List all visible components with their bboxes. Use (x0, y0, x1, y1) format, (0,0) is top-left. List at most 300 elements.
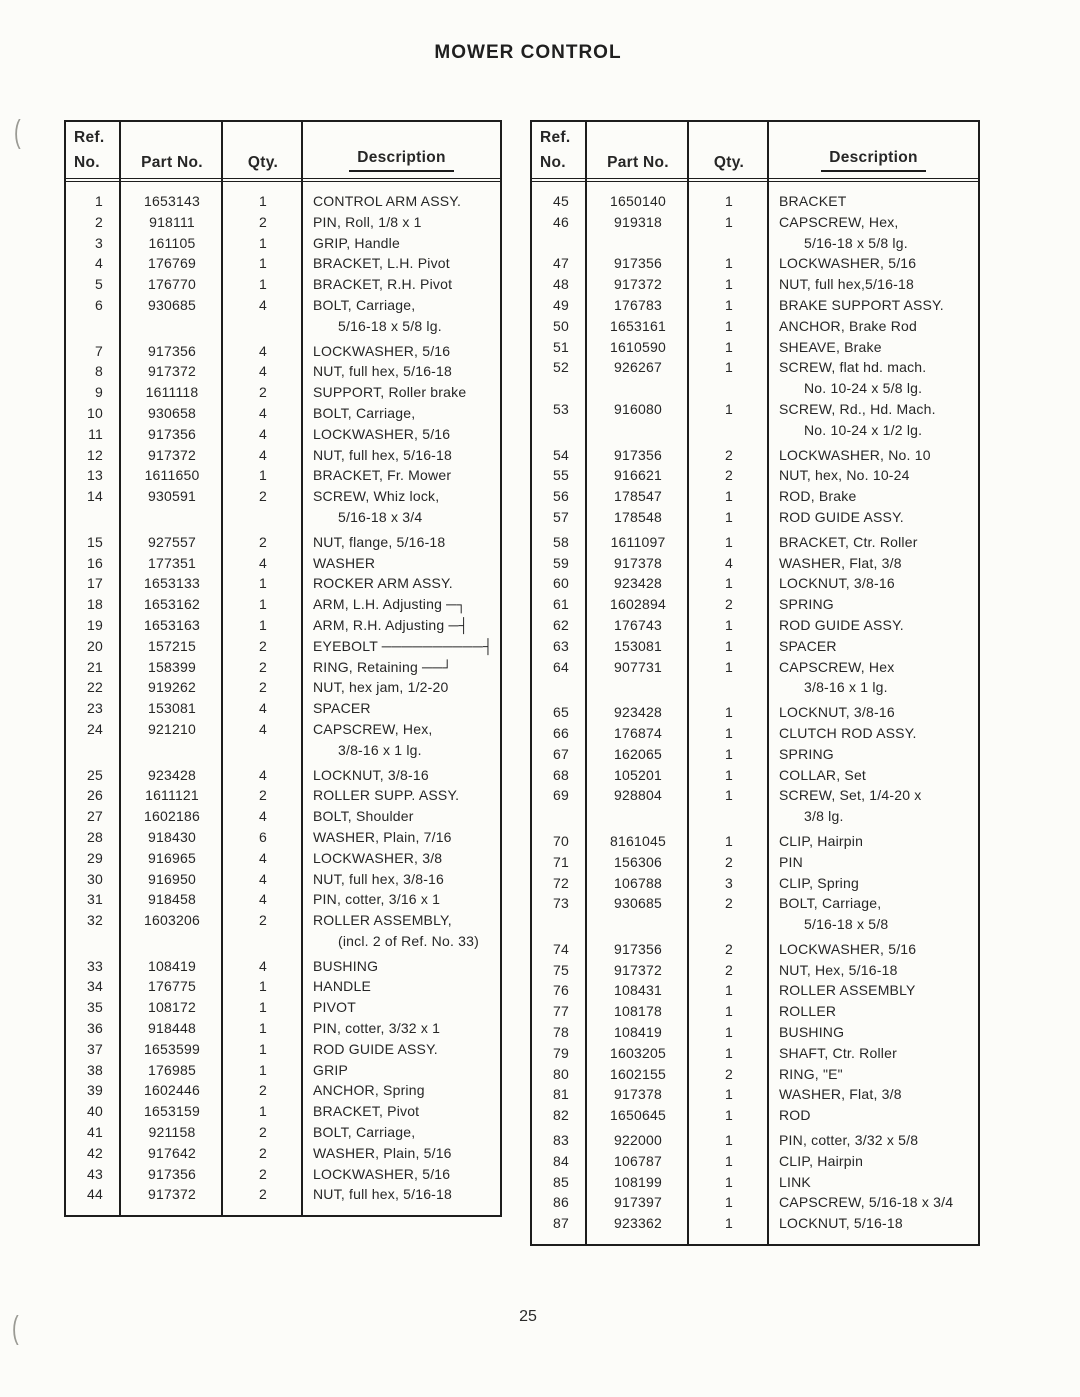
ref-no-cell: 58 (553, 533, 569, 550)
table-row (66, 698, 500, 719)
qty-cell: 1 (725, 488, 733, 505)
ref-no-cell: 29 (87, 849, 103, 866)
description-cell: LINK (779, 1173, 811, 1190)
description-cell: PIN, Roll, 1/8 x 1 (313, 213, 422, 230)
table-row-continuation (66, 316, 500, 337)
qty-cell: 1 (259, 234, 267, 251)
qty-cell: 4 (259, 700, 267, 717)
table-row (66, 573, 500, 594)
part-no-cell: 108419 (148, 957, 196, 974)
qty-cell: 2 (259, 787, 267, 804)
ref-header-line1: Ref. (74, 129, 105, 146)
qty-cell: 1 (259, 978, 267, 995)
ref-no-cell: 40 (87, 1103, 103, 1120)
qty-cell: 4 (259, 342, 267, 359)
part-no-cell: 106788 (614, 874, 662, 891)
ref-no-cell: 69 (553, 787, 569, 804)
qty-cell: 1 (259, 467, 267, 484)
part-no-cell: 923428 (614, 704, 662, 721)
table-row (532, 893, 978, 914)
description-cell: BUSHING (779, 1024, 845, 1041)
table-row (66, 341, 500, 362)
description-cell: LOCKWASHER, 5/16 (779, 255, 917, 272)
table-row (66, 1143, 500, 1164)
qty-cell: 1 (259, 276, 267, 293)
table-row (532, 465, 978, 486)
qty-cell: 3 (725, 874, 733, 891)
description-column-header (303, 122, 500, 178)
qty-cell: 1 (725, 704, 733, 721)
qty-cell: 2 (259, 1082, 267, 1099)
ref-no-cell: 14 (87, 488, 103, 505)
table-row (66, 403, 500, 424)
ref-no-cell: 37 (87, 1040, 103, 1057)
table-row (66, 657, 500, 678)
description-cell: BOLT, Carriage, (313, 404, 416, 421)
qty-cell: 2 (259, 658, 267, 675)
ref-no-cell: 83 (553, 1132, 569, 1149)
part-no-cell: 106787 (614, 1152, 662, 1169)
qty-cell: 2 (725, 940, 733, 957)
description-cell: CAPSCREW, 5/16-18 x 3/4 (779, 1194, 954, 1211)
part-no-cell (587, 677, 689, 698)
qty-cell: 1 (725, 276, 733, 293)
part-no-cell: 156306 (614, 853, 662, 870)
part-no-cell: 153081 (614, 637, 662, 654)
table-row (532, 723, 978, 744)
ref-no-cell: 50 (553, 317, 569, 334)
ref-no-cell: 10 (87, 404, 103, 421)
table-row (66, 465, 500, 486)
column-divider (119, 122, 121, 1215)
description-cell: BOLT, Carriage, (779, 895, 882, 912)
part-no-cell: 1611650 (144, 467, 200, 484)
qty-header-label: Qty. (713, 154, 745, 171)
table-row (66, 956, 500, 977)
part-no-cell (587, 233, 689, 254)
part-no-cell: 930685 (614, 895, 662, 912)
description-header-label: Description (349, 149, 454, 172)
table-row (532, 702, 978, 723)
part-no-cell: 1602186 (144, 808, 200, 825)
description-cell: BOLT, Shoulder (313, 808, 414, 825)
ref-no-cell: 68 (553, 766, 569, 783)
table-body (532, 182, 978, 1244)
qty-cell: 1 (725, 787, 733, 804)
description-cell: GRIP, Handle (313, 234, 400, 251)
table-row (532, 1084, 978, 1105)
qty-cell: 2 (259, 533, 267, 550)
part-no-cell: 1602446 (144, 1082, 200, 1099)
description-cell: LOCKNUT, 5/16-18 (779, 1215, 903, 1232)
qty-cell: 4 (259, 425, 267, 442)
table-row (66, 636, 500, 657)
ref-no-cell: 19 (87, 616, 103, 633)
part-no-cell (121, 740, 223, 761)
description-cell: WASHER (313, 554, 376, 571)
column-divider (585, 122, 587, 1244)
ref-no-cell: 59 (553, 554, 569, 571)
table-row-continuation (66, 507, 500, 528)
part-no-cell: 923362 (614, 1215, 662, 1232)
qty-cell (689, 420, 769, 441)
qty-cell: 1 (725, 766, 733, 783)
qty-cell: 1 (259, 999, 267, 1016)
table-row (532, 316, 978, 337)
qty-cell: 1 (725, 255, 733, 272)
qty-cell: 1 (725, 1194, 733, 1211)
table-row (66, 212, 500, 233)
part-no-cell: 917372 (148, 446, 196, 463)
description-cell: CAPSCREW, Hex (779, 658, 895, 675)
description-cell: NUT, full hex, 5/16-18 (313, 1186, 453, 1203)
table-row-continuation (532, 233, 978, 254)
qty-cell: 1 (725, 1044, 733, 1061)
ref-no-cell: 17 (87, 575, 103, 592)
part-no-cell (587, 378, 689, 399)
ref-no-cell: 33 (87, 957, 103, 974)
parts-table-right (530, 120, 980, 1246)
part-no-cell: 930658 (148, 404, 196, 421)
table-row (66, 1080, 500, 1101)
part-no-cell: 108431 (614, 982, 662, 999)
part-no-cell (121, 316, 223, 337)
part-no-cell (121, 931, 223, 952)
qty-cell (689, 806, 769, 827)
part-no-cell: 917372 (148, 1186, 196, 1203)
qty-cell: 2 (725, 596, 733, 613)
ref-no-cell: 39 (87, 1082, 103, 1099)
part-no-cell: 917356 (148, 342, 196, 359)
ref-no-cell: 54 (553, 446, 569, 463)
part-no-cell (587, 420, 689, 441)
table-row (532, 507, 978, 528)
ref-no-cell: 55 (553, 467, 569, 484)
table-row (532, 1043, 978, 1064)
part-no-cell: 176770 (148, 276, 196, 293)
description-cell: ANCHOR, Spring (313, 1082, 425, 1099)
description-cell: SPRING (779, 745, 834, 762)
table-row (532, 486, 978, 507)
table-row (66, 274, 500, 295)
description-cell: NUT, full hex, 5/16-18 (313, 363, 453, 380)
ref-no-cell: 72 (553, 874, 569, 891)
description-cell: ROCKER ARM ASSY. (313, 575, 453, 592)
table-row (532, 274, 978, 295)
ref-no-cell: 74 (553, 940, 569, 957)
table-row (66, 233, 500, 254)
description-cell: BRACKET (779, 193, 847, 209)
description-cell: CLIP, Hairpin (779, 832, 864, 849)
part-no-cell: 917356 (614, 446, 662, 463)
scan-artifact: ( (14, 115, 21, 151)
qty-cell: 1 (725, 338, 733, 355)
description-cell: NUT, Hex, 5/16-18 (779, 961, 898, 978)
part-no-cell: 1653143 (144, 193, 200, 209)
qty-column-header (223, 122, 303, 178)
table-row (66, 719, 500, 740)
ref-no-cell: 79 (553, 1044, 569, 1061)
description-cell: ROD GUIDE ASSY. (779, 616, 904, 633)
table-row (66, 445, 500, 466)
table-row (66, 1122, 500, 1143)
description-cell: PIN (779, 853, 803, 870)
part-no-cell: 917356 (148, 425, 196, 442)
qty-cell: 1 (725, 213, 733, 230)
description-header-label: Description (821, 149, 926, 172)
ref-no-cell: 52 (553, 359, 569, 376)
table-row (66, 424, 500, 445)
qty-cell (223, 316, 303, 337)
description-cell: 3/8 lg. (804, 808, 844, 825)
part-no-cell (587, 914, 689, 935)
table-row (532, 657, 978, 678)
ref-no-cell: 57 (553, 508, 569, 525)
description-cell: SHEAVE, Brake (779, 338, 882, 355)
ref-header-line1: Ref. (540, 129, 571, 146)
ref-no-cell: 35 (87, 999, 103, 1016)
qty-cell: 2 (259, 384, 267, 401)
qty-cell: 2 (259, 912, 267, 929)
part-no-cell: 916080 (614, 400, 662, 417)
part-no-cell (121, 507, 223, 528)
part-no-cell: 153081 (148, 700, 196, 717)
qty-column-header (689, 122, 769, 178)
column-divider (687, 122, 689, 1244)
qty-cell: 1 (259, 1040, 267, 1057)
description-cell: BOLT, Carriage, (313, 1124, 416, 1141)
part-no-cell: 917356 (148, 1165, 196, 1182)
table-row (532, 1130, 978, 1151)
ref-no-cell: 66 (553, 724, 569, 741)
qty-cell: 2 (259, 1186, 267, 1203)
ref-no-cell (532, 420, 587, 441)
part-no-cell: 918111 (149, 213, 195, 230)
qty-cell: 1 (725, 1152, 733, 1169)
qty-cell: 2 (725, 853, 733, 870)
description-cell: PIN, cotter, 3/32 x 5/8 (779, 1132, 919, 1149)
ref-no-cell: 31 (87, 891, 103, 908)
qty-cell: 1 (725, 296, 733, 313)
description-cell: ROLLER ASSEMBLY, (313, 912, 452, 929)
description-cell: BRAKE SUPPORT ASSY. (779, 296, 944, 313)
description-cell: ROLLER ASSEMBLY (779, 982, 916, 999)
part-no-cell: 1653161 (610, 317, 666, 334)
description-cell: GRIP (313, 1061, 349, 1078)
table-row-continuation (532, 806, 978, 827)
description-cell: 3/8-16 x 1 lg. (338, 741, 422, 758)
qty-cell: 1 (725, 1107, 733, 1124)
part-header-label: Part No. (607, 154, 669, 171)
part-no-cell: 921158 (148, 1124, 196, 1141)
ref-no-cell: 38 (87, 1061, 103, 1078)
table-row (66, 295, 500, 316)
qty-cell: 1 (725, 508, 733, 525)
description-cell: RING, Retaining ──┘ (313, 658, 453, 675)
qty-cell: 2 (259, 488, 267, 505)
part-no-cell: 176743 (614, 616, 662, 633)
qty-cell: 1 (725, 1173, 733, 1190)
ref-no-cell: 2 (95, 213, 103, 230)
part-no-cell: 1611121 (145, 787, 199, 804)
description-cell: SCREW, flat hd. mach. (779, 359, 927, 376)
ref-no-cell: 3 (95, 234, 103, 251)
part-no-cell: 108199 (614, 1173, 662, 1190)
ref-no-cell: 27 (87, 808, 103, 825)
table-row (532, 532, 978, 553)
ref-no-cell (532, 233, 587, 254)
part-no-cell: 916621 (614, 467, 662, 484)
description-cell: 3/8-16 x 1 lg. (804, 679, 888, 696)
ref-no-cell: 30 (87, 870, 103, 887)
ref-no-cell: 13 (87, 467, 103, 484)
ref-no-cell: 53 (553, 400, 569, 417)
ref-no-cell: 51 (553, 338, 569, 355)
table-body (66, 182, 500, 1215)
table-row (66, 253, 500, 274)
description-cell: SPACER (779, 637, 837, 654)
table-row (532, 1151, 978, 1172)
part-no-cell: 922000 (614, 1132, 662, 1149)
part-no-cell: 1602155 (610, 1065, 666, 1082)
part-header-label: Part No. (141, 154, 203, 171)
ref-no-cell: 67 (553, 745, 569, 762)
part-no-cell: 176783 (614, 296, 662, 313)
part-no-cell: 926267 (614, 359, 662, 376)
ref-no-cell: 62 (553, 616, 569, 633)
part-no-cell: 923428 (614, 575, 662, 592)
column-divider (767, 122, 769, 1244)
description-cell: NUT, hex, No. 10-24 (779, 467, 910, 484)
table-row (532, 744, 978, 765)
description-cell: BRACKET, R.H. Pivot (313, 276, 453, 293)
description-cell: CLIP, Spring (779, 874, 859, 891)
description-cell: LOCKNUT, 3/8-16 (779, 704, 895, 721)
part-no-cell: 917642 (148, 1144, 196, 1161)
ref-no-cell: 48 (553, 276, 569, 293)
ref-no-cell: 34 (87, 978, 103, 995)
ref-no-cell: 86 (553, 1194, 569, 1211)
qty-cell: 4 (259, 296, 267, 313)
table-row (532, 1172, 978, 1193)
qty-cell: 1 (725, 317, 733, 334)
ref-no-cell: 56 (553, 488, 569, 505)
ref-no-cell: 75 (553, 961, 569, 978)
table-row (532, 191, 978, 212)
description-cell: CAPSCREW, Hex, (779, 213, 899, 230)
part-no-cell: 8161045 (610, 832, 666, 849)
table-row (66, 976, 500, 997)
description-cell: ARM, L.H. Adjusting ─┐ (313, 596, 467, 613)
description-cell: RING, "E" (779, 1065, 843, 1082)
table-row (66, 677, 500, 698)
ref-no-cell: 25 (87, 766, 103, 783)
ref-no-cell: 70 (553, 832, 569, 849)
table-row (532, 980, 978, 1001)
part-no-cell: 1653133 (144, 575, 200, 592)
ref-no-cell: 16 (87, 554, 103, 571)
part-no-cell: 161105 (148, 234, 196, 251)
description-cell: 5/16-18 x 3/4 (338, 508, 423, 525)
ref-no-cell: 61 (553, 596, 569, 613)
part-no-cell: 1653159 (144, 1103, 200, 1120)
ref-no-cell: 1 (95, 193, 103, 209)
part-no-cell: 930685 (148, 296, 196, 313)
qty-cell: 1 (725, 1024, 733, 1041)
qty-cell: 2 (725, 446, 733, 463)
ref-no-cell: 7 (95, 342, 103, 359)
ref-no-cell: 6 (95, 296, 103, 313)
description-cell: SCREW, Whiz lock, (313, 488, 440, 505)
ref-no-cell (66, 740, 121, 761)
ref-no-cell: 11 (88, 425, 103, 442)
part-no-cell: 917356 (614, 255, 662, 272)
table-row-continuation (66, 931, 500, 952)
table-row (66, 1184, 500, 1205)
ref-no-cell (532, 677, 587, 698)
ref-no-cell: 32 (87, 912, 103, 929)
ref-no-cell: 41 (87, 1124, 103, 1141)
table-row (532, 1213, 978, 1234)
part-no-cell: 177351 (148, 554, 196, 571)
qty-cell: 1 (725, 193, 733, 209)
description-cell: BUSHING (313, 957, 379, 974)
description-cell: BRACKET, Fr. Mower (313, 467, 452, 484)
table-row (66, 361, 500, 382)
description-cell: BRACKET, Ctr. Roller (779, 533, 918, 550)
ref-no-cell: 78 (553, 1024, 569, 1041)
part-no-cell: 1650645 (610, 1107, 666, 1124)
description-cell: BOLT, Carriage, (313, 296, 416, 313)
ref-no-cell (66, 931, 121, 952)
part-no-cell: 176769 (148, 255, 196, 272)
part-no-cell: 176985 (148, 1061, 196, 1078)
description-cell: 5/16-18 x 5/8 (804, 916, 889, 933)
column-divider (221, 122, 223, 1215)
part-no-cell: 1611118 (145, 384, 199, 401)
part-no-cell: 921210 (148, 720, 196, 737)
table-row (532, 553, 978, 574)
part-no-cell: 1611097 (610, 533, 666, 550)
description-cell: ARM, R.H. Adjusting ─┤ (313, 616, 469, 633)
table-row-continuation (532, 914, 978, 935)
table-row-continuation (532, 420, 978, 441)
qty-cell: 4 (259, 446, 267, 463)
table-row (66, 532, 500, 553)
description-cell: LOCKWASHER, 3/8 (313, 849, 443, 866)
ref-no-cell: 73 (553, 895, 569, 912)
qty-cell: 2 (725, 961, 733, 978)
ref-no-cell: 81 (553, 1086, 569, 1103)
ref-header-line2: No. (74, 154, 100, 171)
qty-cell (689, 378, 769, 399)
description-cell: LOCKWASHER, 5/16 (313, 425, 451, 442)
qty-header-label: Qty. (247, 154, 279, 171)
ref-no-cell: 42 (87, 1144, 103, 1161)
qty-cell (689, 914, 769, 935)
description-column-header (769, 122, 978, 178)
description-cell: ROLLER SUPP. ASSY. (313, 787, 460, 804)
part-no-cell: 917372 (614, 961, 662, 978)
description-cell: ROD GUIDE ASSY. (313, 1040, 438, 1057)
qty-cell: 4 (259, 870, 267, 887)
table-row (532, 636, 978, 657)
description-cell: LOCKNUT, 3/8-16 (779, 575, 895, 592)
qty-cell: 2 (259, 637, 267, 654)
description-cell: ROD GUIDE ASSY. (779, 508, 904, 525)
part-no-cell: 923428 (148, 766, 196, 783)
description-cell: NUT, full hex, 3/8-16 (313, 870, 445, 887)
